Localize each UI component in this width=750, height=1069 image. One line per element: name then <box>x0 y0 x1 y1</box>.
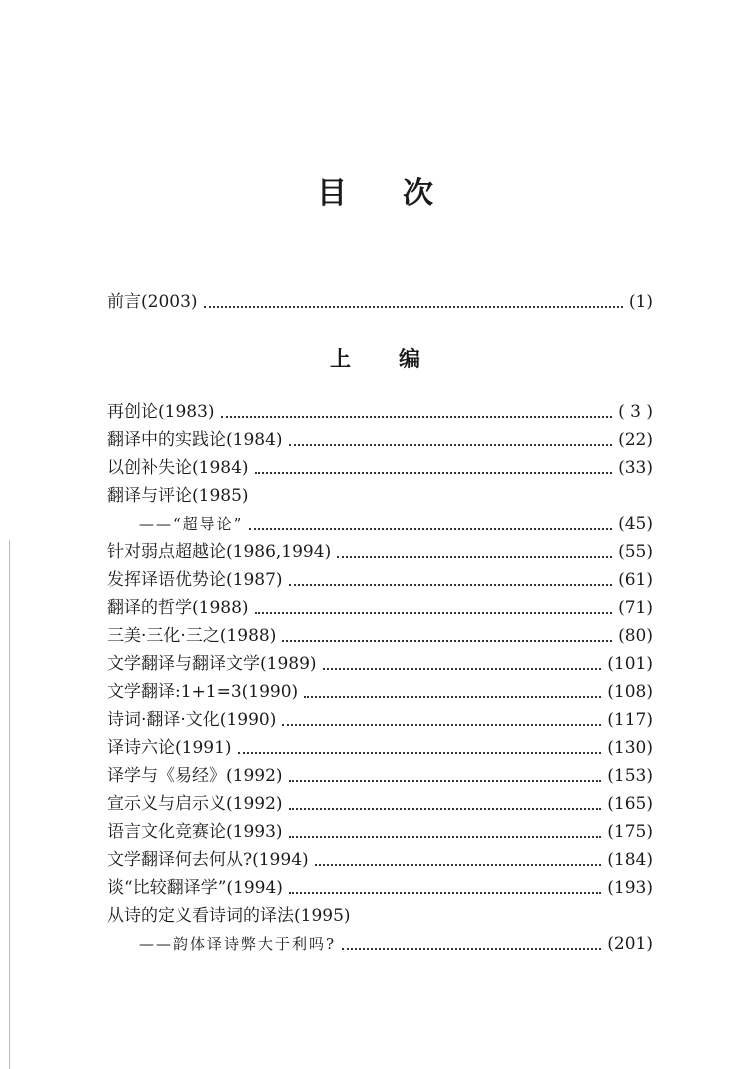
toc-leader-dots <box>289 836 602 838</box>
page-title <box>0 168 750 212</box>
toc-leader-dots <box>289 780 602 782</box>
toc-entry-title: 以创补失论(1984) <box>107 458 249 478</box>
toc-entry-subtitle[interactable] <box>107 929 653 955</box>
toc-leader-dots <box>204 306 623 308</box>
toc-entry-page: (55) <box>618 542 653 562</box>
toc-entry-page: (71) <box>618 598 653 618</box>
toc-entry-page: (80) <box>618 626 653 646</box>
toc-leader-dots <box>304 696 601 698</box>
page-title-char-1: 目 <box>317 176 347 211</box>
toc-entry-title: 翻译的哲学(1988) <box>107 598 249 618</box>
section-heading-char-2: 编 <box>399 346 420 371</box>
section-heading <box>0 343 750 373</box>
toc-entry-page: (108) <box>607 682 653 702</box>
toc-entry-title: 发挥译语优势论(1987) <box>107 570 283 590</box>
toc-entry-title: 文学翻译:1+1=3(1990) <box>107 682 299 702</box>
toc-entry[interactable] <box>107 677 653 703</box>
toc-entry[interactable] <box>107 845 653 871</box>
toc-entry-title: 语言文化竞赛论(1993) <box>107 822 283 842</box>
toc-entry-page: (101) <box>607 654 653 674</box>
toc-entry[interactable] <box>107 733 653 759</box>
toc-subtitle-text: ——韵体译诗弊大于利吗? <box>139 935 337 953</box>
toc-entry-title: 翻译中的实践论(1984) <box>107 430 283 450</box>
toc-entry[interactable] <box>107 537 653 563</box>
toc-entry[interactable] <box>107 817 653 843</box>
toc-entry-title: 从诗的定义看诗词的译法(1995) <box>107 906 351 926</box>
toc-entry-title <box>107 513 243 535</box>
toc-entry[interactable] <box>107 425 653 451</box>
toc-entry-page: (165) <box>607 794 653 814</box>
toc-entry-title: 译学与《易经》(1992) <box>107 766 283 786</box>
toc-entry-title: 针对弱点超越论(1986,1994) <box>107 542 332 562</box>
toc-entry[interactable] <box>107 761 653 787</box>
page-edge-line <box>9 540 10 1069</box>
toc-leader-dots <box>289 584 613 586</box>
toc-entry[interactable] <box>107 593 653 619</box>
toc-entry-page: (1) <box>628 292 653 312</box>
toc-entry[interactable] <box>107 649 653 675</box>
toc-entry-page: (45) <box>618 514 653 534</box>
toc-entry[interactable] <box>107 705 653 731</box>
toc-entry[interactable] <box>107 397 653 423</box>
toc-leader-dots <box>255 472 613 474</box>
toc-entry-title <box>107 933 336 955</box>
toc-entry-page: (22) <box>618 430 653 450</box>
toc-entry-title: 再创论(1983) <box>107 402 215 422</box>
toc-entry-page: (117) <box>607 710 653 730</box>
toc-entry-title: 文学翻译与翻译文学(1989) <box>107 654 317 674</box>
toc-entry-title: 三美·三化·三之(1988) <box>107 626 277 646</box>
toc-leader-dots <box>323 668 602 670</box>
toc-entry[interactable] <box>107 453 653 479</box>
toc-leader-dots <box>337 556 612 558</box>
toc-entry-page: (175) <box>607 822 653 842</box>
toc-entry-title: 宣示义与启示义(1992) <box>107 794 283 814</box>
toc-entry-page: (61) <box>618 570 653 590</box>
toc-entry-page: ( 3 ) <box>618 402 653 422</box>
toc-entry[interactable] <box>107 565 653 591</box>
section-heading-char-1: 上 <box>330 346 351 371</box>
toc-leader-dots <box>342 948 601 950</box>
toc-entry[interactable] <box>107 789 653 815</box>
toc-leader-dots <box>282 724 601 726</box>
toc-entry-title: 文学翻译何去何从?(1994) <box>107 850 309 870</box>
toc-leader-dots <box>289 892 601 894</box>
toc-entry-page: (130) <box>607 738 653 758</box>
toc-entry[interactable] <box>107 481 653 507</box>
toc-leader-dots <box>289 808 602 810</box>
toc-entry-page: (33) <box>618 458 653 478</box>
toc-leader-dots <box>255 612 613 614</box>
toc-entry-title: 翻译与评论(1985) <box>107 486 249 506</box>
toc-entry-title: 诗词·翻译·文化(1990) <box>107 710 277 730</box>
toc-entry[interactable] <box>107 621 653 647</box>
toc-subtitle-text: ——“超导论” <box>139 515 244 533</box>
page-title-char-2: 次 <box>403 176 433 211</box>
toc-entry-page: (153) <box>607 766 653 786</box>
toc-entry-page: (193) <box>607 878 653 898</box>
toc-leader-dots <box>238 752 602 754</box>
toc-entry-title: 前言(2003) <box>107 292 198 312</box>
toc-entry-page: (184) <box>607 850 653 870</box>
toc-leader-dots <box>315 864 602 866</box>
toc-leader-dots <box>289 444 613 446</box>
toc-entry-preface[interactable] <box>107 287 653 313</box>
toc-entry-page: (201) <box>607 934 653 954</box>
toc-leader-dots <box>282 640 612 642</box>
toc-entry-title: 谈“比较翻译学”(1994) <box>107 878 283 898</box>
toc-entry[interactable] <box>107 901 653 927</box>
toc-entry[interactable] <box>107 873 653 899</box>
toc-entry-subtitle[interactable] <box>107 509 653 535</box>
toc-leader-dots <box>249 528 612 530</box>
toc-leader-dots <box>221 416 613 418</box>
toc-entry-title: 译诗六论(1991) <box>107 738 232 758</box>
